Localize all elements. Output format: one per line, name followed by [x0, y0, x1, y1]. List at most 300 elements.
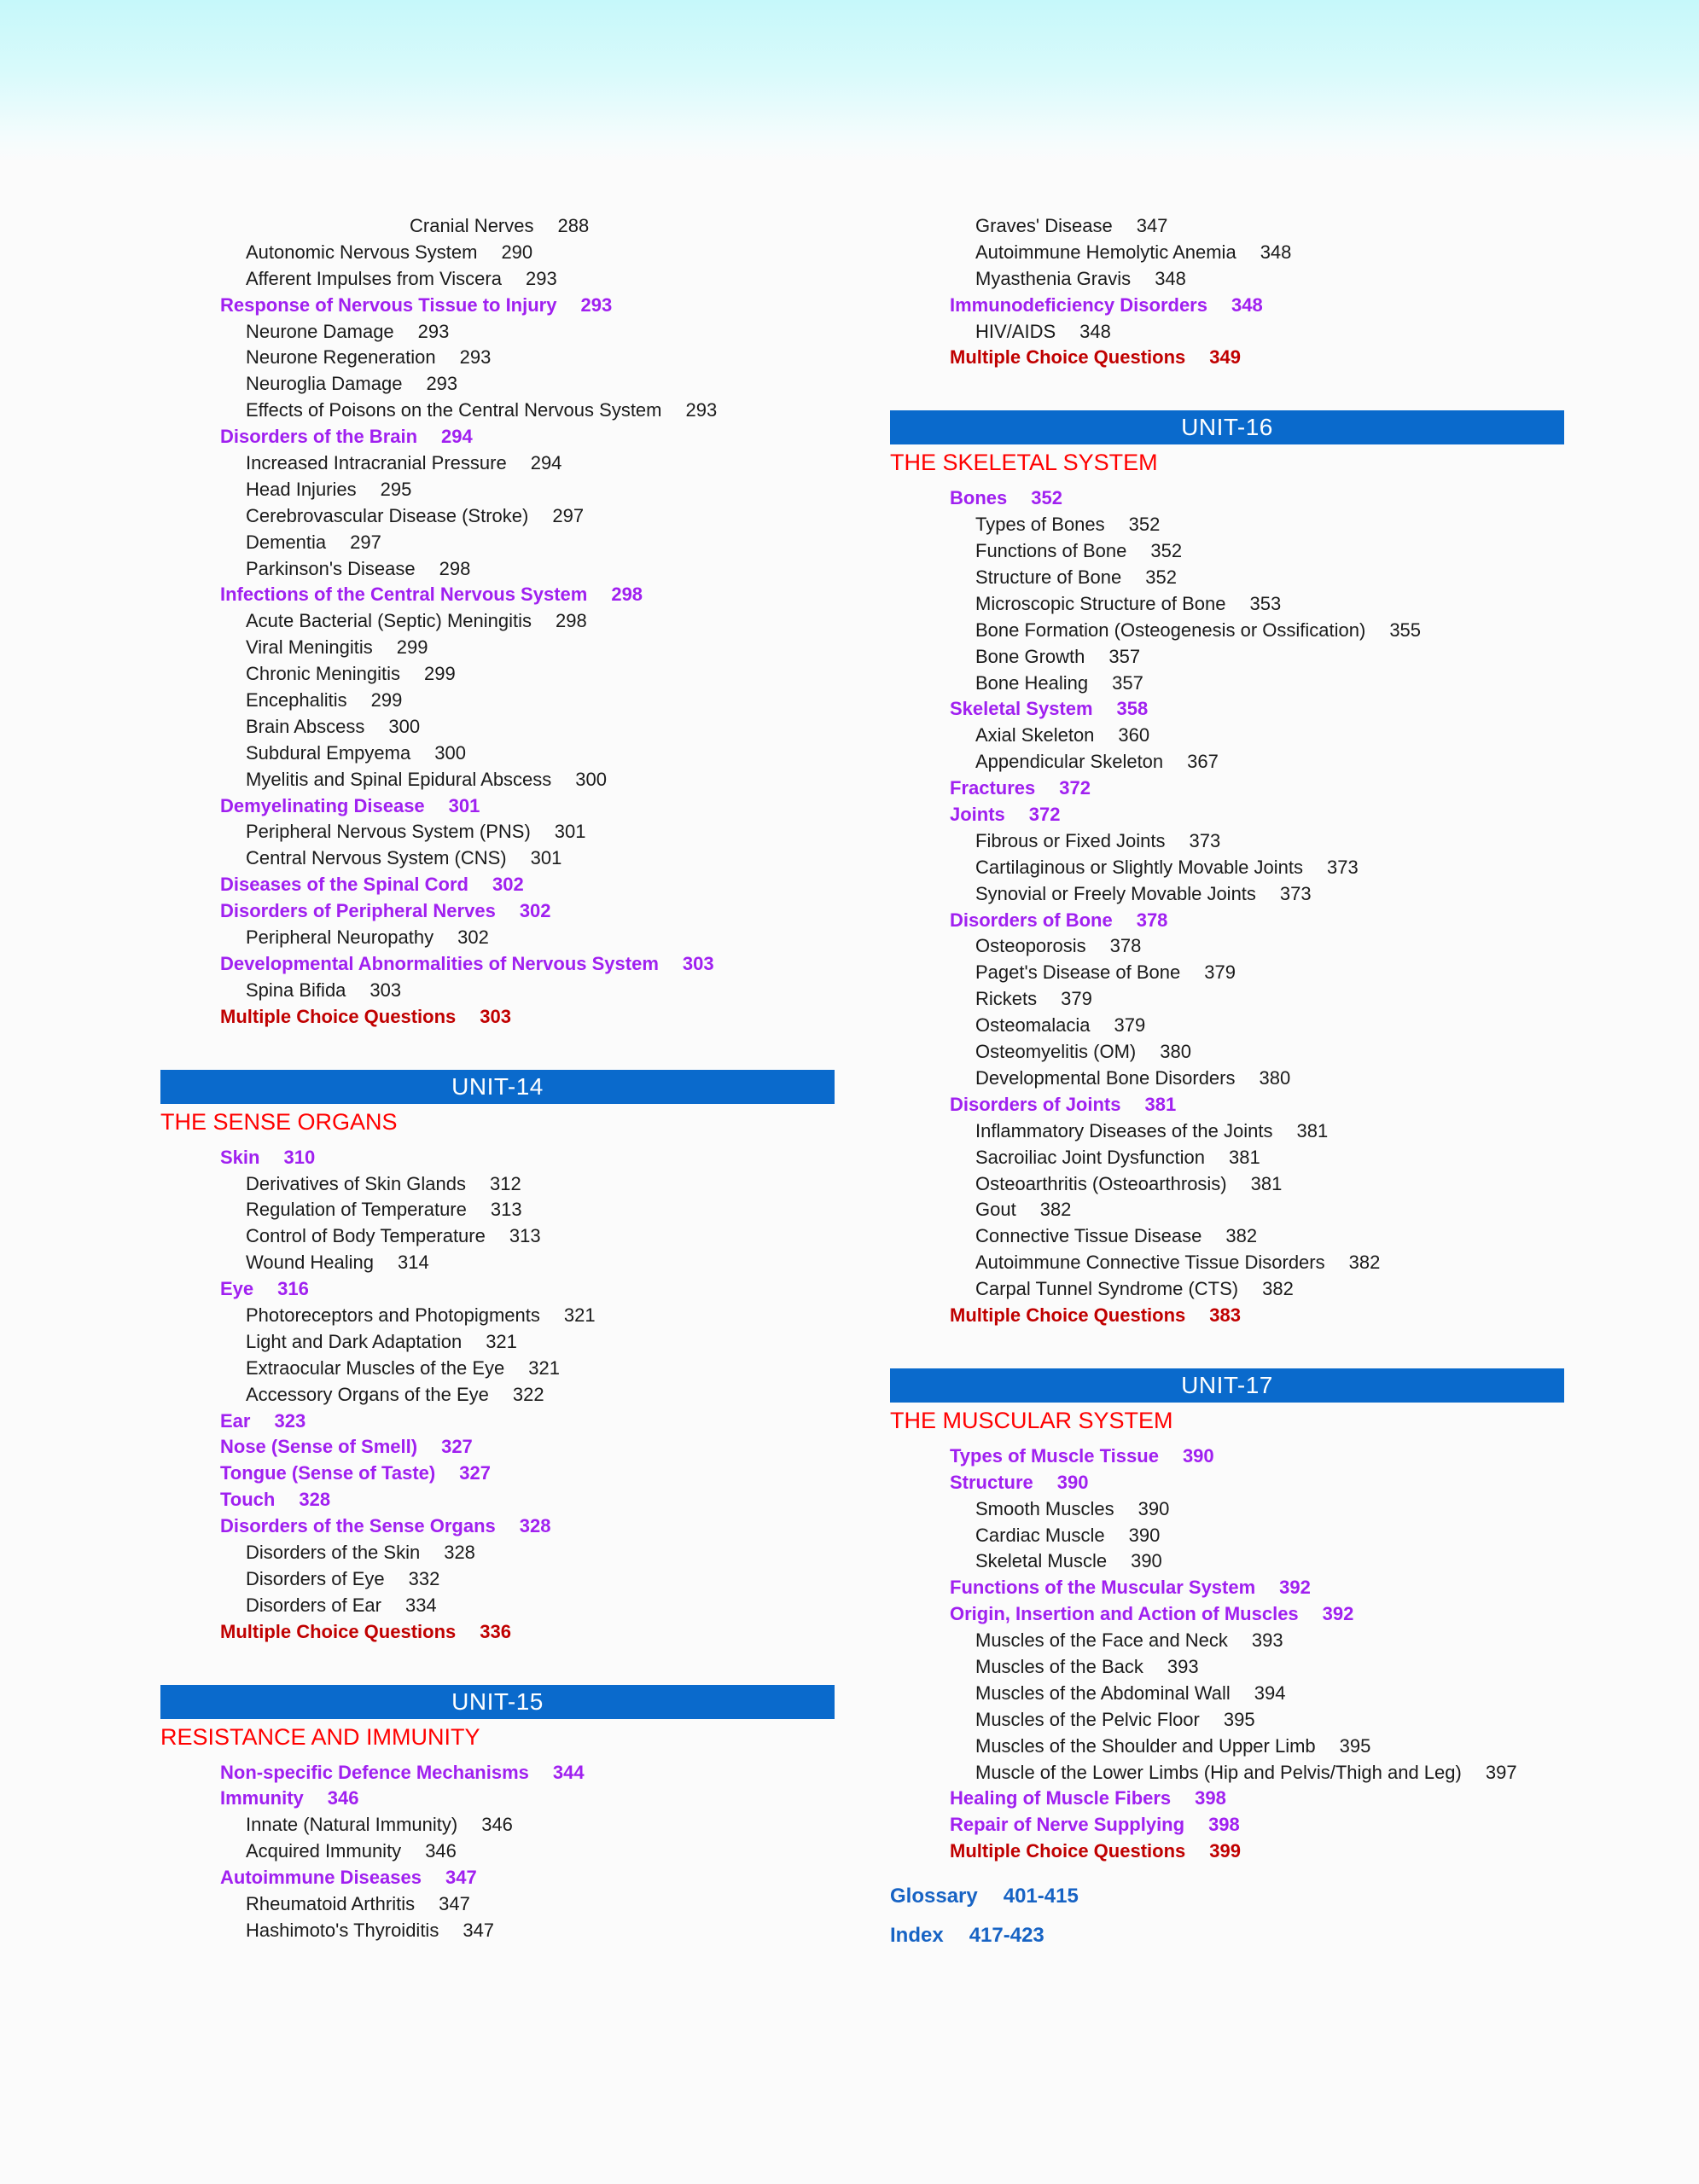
toc-entry-page: 293: [417, 320, 450, 342]
toc-entry-title: Healing of Muscle Fibers: [950, 1787, 1172, 1809]
toc-entry-section: [160, 1276, 835, 1303]
toc-entry-section: [160, 793, 835, 820]
toc-entry-title: Disorders of the Sense Organs: [220, 1515, 496, 1537]
toc-entry-subtopic: [160, 1891, 835, 1918]
toc-entry-title: Cardiac Muscle: [975, 1524, 1105, 1546]
toc-entry-page: 301: [530, 847, 562, 869]
toc-entry-page: 327: [441, 1436, 473, 1458]
toc-entry-subtopic: [160, 1356, 835, 1382]
toc-entry-section: [160, 1865, 835, 1891]
toc-entry-page: 300: [575, 768, 608, 790]
toc-entry-subtopic: [160, 741, 835, 767]
toc-entry-page: 357: [1112, 671, 1143, 694]
spacer: [890, 1865, 1564, 1877]
toc-entry-title: Multiple Choice Questions: [950, 1304, 1186, 1326]
toc-entry-title: Nose (Sense of Smell): [220, 1436, 418, 1458]
toc-entry-section: [890, 1443, 1564, 1470]
toc-entry-page: 352: [1128, 514, 1161, 536]
toc-entry-title: Tongue (Sense of Taste): [220, 1462, 436, 1484]
toc-entry-title: Autoimmune Connective Tissue Disorders: [975, 1252, 1325, 1274]
toc-entry-page: 367: [1187, 751, 1219, 773]
toc-entry-title: Disorders of the Brain: [220, 426, 418, 448]
toc-entry-title: Demyelinating Disease: [220, 794, 425, 816]
toc-entry-section: [890, 1812, 1564, 1838]
toc-entry-page: 323: [274, 1409, 306, 1432]
toc-entry-page: 395: [1339, 1734, 1371, 1757]
toc-entry-title: Bone Healing: [975, 671, 1089, 694]
toc-entry-subtopic: [890, 644, 1564, 671]
toc-entry-subtopic: [890, 1197, 1564, 1223]
toc-entry-section: [160, 1786, 835, 1812]
toc-entry-subtopic: [160, 319, 835, 346]
toc-entry-section: [890, 775, 1564, 802]
toc-entry-page: 299: [423, 663, 456, 685]
toc-entry-subtopic: [890, 1496, 1564, 1523]
toc-entry-title: Immunodeficiency Disorders: [950, 293, 1207, 316]
toc-entry-title: Graves' Disease: [975, 215, 1113, 236]
toc-entry-title: Structure of Bone: [975, 566, 1122, 589]
toc-entry-page: 348: [1231, 293, 1263, 316]
toc-entry-title: Osteoporosis: [975, 935, 1086, 957]
toc-entry-page: 347: [445, 1867, 477, 1889]
toc-entry-page: 298: [439, 557, 471, 579]
toc-entry-page: 346: [425, 1840, 457, 1862]
spacer: [890, 371, 1564, 410]
unit-title: THE SENSE ORGANS: [160, 1108, 398, 1135]
toc-entry-title: Control of Body Temperature: [246, 1225, 486, 1247]
back-matter-entry: [890, 1877, 1564, 1916]
toc-entry-page: 352: [1150, 540, 1183, 562]
toc-entry-subtopic: [160, 1171, 835, 1198]
unit-title: RESISTANCE AND IMMUNITY: [160, 1723, 480, 1750]
toc-entry-page: 294: [530, 452, 562, 474]
toc-entry-page: 353: [1249, 592, 1282, 614]
toc-entry-section: [160, 293, 835, 319]
toc-entry-title: Immunity: [220, 1787, 304, 1809]
toc-entry-subtopic: [890, 1681, 1564, 1707]
toc-entry-page: 313: [509, 1225, 541, 1247]
unit-header-bar: UNIT-17: [890, 1368, 1564, 1403]
toc-entry-title: Bones: [950, 487, 1008, 509]
toc-entry-section: [890, 1601, 1564, 1628]
toc-entry-subtopic: [890, 960, 1564, 986]
toc-entry-page: 312: [490, 1172, 521, 1194]
toc-entry-section: [890, 1092, 1564, 1118]
toc-entry-subtopic: [890, 1760, 1564, 1786]
toc-entry-section: [890, 696, 1564, 723]
toc-entry-section: [160, 424, 835, 450]
toc-entry-page: 372: [1059, 777, 1091, 799]
toc-entry-page: 327: [459, 1462, 491, 1484]
toc-entry-section: [890, 293, 1564, 319]
toc-entry-page: 373: [1326, 856, 1359, 878]
back-matter-entry: [890, 1916, 1564, 1955]
toc-entry-page: 381: [1229, 1146, 1260, 1168]
toc-entry-title: Head Injuries: [246, 478, 357, 500]
toc-entry-section: [160, 1487, 835, 1513]
toc-entry-subtopic: [890, 1145, 1564, 1171]
toc-entry-title: Subdural Empyema: [246, 741, 411, 764]
toc-entry-title: Developmental Abnormalities of Nervous System: [220, 952, 659, 974]
toc-entry-page: 379: [1114, 1014, 1146, 1037]
toc-entry-page: 357: [1108, 645, 1141, 667]
toc-entry-title: Multiple Choice Questions: [220, 1620, 457, 1642]
toc-entry-subtopic: [890, 671, 1564, 697]
toc-entry-title: Gout: [975, 1199, 1016, 1221]
toc-entry-page: 382: [1225, 1225, 1258, 1247]
toc-entry-page: 390: [1131, 1550, 1162, 1572]
toc-entry-title: Joints: [950, 804, 1005, 826]
toc-entry-subtopic: [160, 213, 835, 240]
toc-entry-title: HIV/AIDS: [975, 320, 1056, 342]
toc-entry-page: 360: [1118, 724, 1150, 746]
toc-entry-subtopic: [160, 266, 835, 293]
toc-entry-page: 373: [1189, 829, 1221, 851]
toc-entry-page: 347: [1136, 215, 1168, 236]
toc-entry-page: 347: [439, 1892, 470, 1914]
toc-entry-title: Muscles of the Face and Neck: [975, 1629, 1228, 1652]
toc-entry-page: 321: [486, 1330, 517, 1352]
toc-entry-title: Autoimmune Hemolytic Anemia: [975, 241, 1236, 263]
toc-entry-title: Synovial or Freely Movable Joints: [975, 882, 1256, 904]
toc-entry-page: 378: [1109, 935, 1142, 957]
toc-entry-page: 348: [1079, 320, 1111, 342]
toc-entry-subtopic: [890, 1250, 1564, 1276]
toc-entry-subtopic: [160, 240, 835, 266]
toc-entry-title: Disorders of Joints: [950, 1093, 1121, 1115]
toc-entry-page: 392: [1279, 1577, 1311, 1599]
toc-entry-title: Neurone Regeneration: [246, 346, 436, 369]
toc-entry-title: Muscle of the Lower Limbs (Hip and Pelvis/Thigh and Leg): [975, 1761, 1462, 1783]
toc-entry-subtopic: [890, 1276, 1564, 1303]
toc-entry-page: 352: [1145, 566, 1177, 589]
toc-entry-title: Osteomalacia: [975, 1014, 1091, 1037]
toc-entry-page: 298: [556, 610, 587, 632]
toc-entry-title: Disorders of Bone: [950, 909, 1113, 931]
toc-entry-page: 293: [685, 399, 718, 421]
toc-entry-title: Carpal Tunnel Syndrome (CTS): [975, 1278, 1239, 1300]
toc-entry-subtopic: [160, 925, 835, 951]
toc-entry-title: Increased Intracranial Pressure: [246, 452, 507, 474]
toc-entry-subtopic: [160, 371, 835, 398]
toc-entry-subtopic: [890, 1523, 1564, 1549]
toc-entry-page: 300: [388, 715, 421, 737]
toc-entry-section: [160, 1513, 835, 1540]
toc-entry-title: Neuroglia Damage: [246, 373, 403, 395]
toc-entry-subtopic: [160, 450, 835, 477]
toc-entry-subtopic: [160, 503, 835, 530]
toc-entry-title: Muscles of the Shoulder and Upper Limb: [975, 1734, 1316, 1757]
toc-entry-title: Paget's Disease of Bone: [975, 961, 1181, 984]
toc-entry-page: 301: [554, 821, 586, 843]
toc-entry-subtopic: [890, 266, 1564, 293]
toc-entry-page: 293: [525, 267, 557, 289]
toc-entry-subtopic: [160, 345, 835, 371]
toc-entry-section: [160, 1434, 835, 1461]
toc-entry-title: Multiple Choice Questions: [220, 1005, 457, 1027]
toc-entry-title: Muscles of the Abdominal Wall: [975, 1682, 1231, 1704]
toc-entry-page: 380: [1160, 1041, 1191, 1063]
toc-entry-page: 322: [512, 1383, 544, 1405]
toc-entry-page: 332: [408, 1567, 440, 1589]
toc-entry-title: Sacroiliac Joint Dysfunction: [975, 1146, 1206, 1168]
toc-entry-section: [160, 951, 835, 978]
toc-entry-subtopic: [160, 1812, 835, 1838]
toc-entry-subtopic: [160, 398, 835, 424]
toc-entry-subtopic: [160, 530, 835, 556]
unit-title: THE SKELETAL SYSTEM: [890, 450, 1158, 476]
toc-entry-title: Disorders of Ear: [246, 1594, 381, 1616]
toc-entry-title: Acquired Immunity: [246, 1840, 402, 1862]
unit-header-bar: UNIT-15: [160, 1685, 835, 1719]
toc-entry-page: 379: [1061, 988, 1092, 1010]
toc-entry-section: [160, 1145, 835, 1171]
toc-entry-subtopic: [890, 881, 1564, 908]
back-matter-pages: 401-415: [1003, 1885, 1079, 1908]
toc-entry-page: 295: [380, 478, 412, 500]
toc-entry-title: Effects of Poisons on the Central Nervous System: [246, 399, 662, 421]
back-matter-title: Glossary: [890, 1885, 978, 1908]
spacer: [160, 1031, 835, 1070]
toc-entry-subtopic: [890, 1548, 1564, 1575]
toc-entry-title: Functions of Bone: [975, 540, 1127, 562]
toc-entry-subtopic: [890, 240, 1564, 266]
toc-entry-page: 321: [528, 1356, 560, 1379]
toc-entry-subtopic: [890, 1734, 1564, 1760]
toc-entry-page: 382: [1262, 1278, 1294, 1300]
toc-entry-title: Peripheral Neuropathy: [246, 926, 434, 949]
toc-entry-title: Response of Nervous Tissue to Injury: [220, 293, 557, 316]
toc-entry-subtopic: [160, 661, 835, 688]
toc-entry-title: Bone Growth: [975, 645, 1085, 667]
toc-entry-subtopic: [890, 1118, 1564, 1145]
toc-entry-title: Developmental Bone Disorders: [975, 1066, 1236, 1089]
toc-entry-title: Functions of the Muscular System: [950, 1577, 1256, 1599]
toc-entry-page: 302: [492, 874, 524, 896]
toc-entry-page: 348: [1260, 241, 1292, 263]
spacer: [890, 1329, 1564, 1368]
toc-entry-title: Appendicular Skeleton: [975, 751, 1164, 773]
toc-entry-section: [890, 485, 1564, 512]
toc-entry-subtopic: [160, 1223, 835, 1250]
toc-entry-title: Light and Dark Adaptation: [246, 1330, 463, 1352]
toc-entry-page: 344: [552, 1761, 585, 1783]
toc-entry-subtopic: [160, 477, 835, 503]
toc-entry-title: Non-specific Defence Mechanisms: [220, 1761, 529, 1783]
toc-entry-page: 355: [1389, 619, 1422, 641]
toc-entry-page: 398: [1208, 1814, 1240, 1836]
toc-entry-page: 379: [1204, 961, 1236, 984]
toc-entry-page: 383: [1209, 1304, 1241, 1326]
back-matter-title: Index: [890, 1924, 944, 1948]
toc-entry-page: 328: [519, 1515, 551, 1537]
toc-entry-page: 298: [611, 584, 643, 606]
toc-entry-title: Bone Formation (Osteogenesis or Ossification): [975, 619, 1366, 641]
toc-entry-mcq: [890, 1838, 1564, 1865]
toc-entry-page: 348: [1155, 267, 1186, 289]
toc-entry-title: Myelitis and Spinal Epidural Abscess: [246, 768, 552, 790]
toc-entry-page: 394: [1254, 1682, 1286, 1704]
toc-entry-title: Peripheral Nervous System (PNS): [246, 821, 531, 843]
toc-entry-subtopic: [160, 1593, 835, 1619]
toc-entry-title: Wound Healing: [246, 1252, 375, 1274]
toc-entry-page: 382: [1348, 1252, 1381, 1274]
toc-entry-title: Neurone Damage: [246, 320, 394, 342]
toc-entry-page: 302: [519, 900, 551, 922]
toc-entry-subtopic: [160, 845, 835, 872]
toc-entry-title: Muscles of the Pelvic Floor: [975, 1708, 1200, 1730]
toc-entry-subtopic: [890, 1707, 1564, 1734]
toc-entry-section: [890, 1786, 1564, 1812]
toc-entry-title: Myasthenia Gravis: [975, 267, 1132, 289]
toc-entry-title: Skeletal System: [950, 698, 1093, 720]
toc-entry-title: Origin, Insertion and Action of Muscles: [950, 1603, 1299, 1625]
toc-entry-page: 303: [369, 979, 402, 1001]
toc-entry-page: 297: [350, 531, 381, 553]
toc-entry-title: Muscles of the Back: [975, 1655, 1143, 1677]
toc-entry-page: 347: [463, 1919, 495, 1941]
toc-entry-title: Brain Abscess: [246, 715, 365, 737]
toc-entry-page: 321: [563, 1304, 596, 1326]
toc-entry-section: [160, 1760, 835, 1786]
toc-entry-page: 328: [299, 1489, 331, 1511]
toc-entry-page: 316: [277, 1278, 309, 1300]
toc-entry-subtopic: [890, 1013, 1564, 1039]
toc-entry-page: 393: [1251, 1629, 1283, 1652]
toc-entry-subtopic: [160, 1303, 835, 1329]
toc-entry-subtopic: [890, 828, 1564, 855]
toc-entry-subtopic: [890, 538, 1564, 565]
toc-entry-subtopic: [890, 565, 1564, 591]
unit-title: THE MUSCULAR SYSTEM: [890, 1407, 1173, 1433]
toc-entry-section: [890, 908, 1564, 934]
toc-entry-title: Osteomyelitis (OM): [975, 1041, 1137, 1063]
toc-entry-title: Repair of Nerve Supplying: [950, 1814, 1185, 1836]
toc-entry-subtopic: [160, 767, 835, 793]
toc-entry-title: Diseases of the Spinal Cord: [220, 874, 468, 896]
toc-entry-subtopic: [160, 714, 835, 741]
toc-entry-subtopic: [890, 986, 1564, 1013]
toc-entry-title: Hashimoto's Thyroiditis: [246, 1919, 439, 1941]
toc-entry-page: 381: [1144, 1093, 1177, 1115]
toc-entry-title: Multiple Choice Questions: [950, 1840, 1186, 1862]
toc-entry-page: 302: [457, 926, 489, 949]
toc-entry-page: 352: [1031, 487, 1062, 509]
toc-entry-subtopic: [160, 1382, 835, 1409]
toc-entry-title: Acute Bacterial (Septic) Meningitis: [246, 610, 532, 632]
toc-entry-page: 349: [1209, 346, 1241, 369]
toc-entry-title: Types of Muscle Tissue: [950, 1444, 1159, 1467]
toc-entry-title: Fibrous or Fixed Joints: [975, 829, 1166, 851]
toc-entry-subtopic: [160, 608, 835, 635]
toc-entry-subtopic: [890, 1066, 1564, 1092]
toc-entry-section: [160, 872, 835, 898]
toc-entry-subtopic: [890, 1628, 1564, 1654]
toc-entry-section: [160, 898, 835, 925]
toc-entry-title: Rheumatoid Arthritis: [246, 1892, 416, 1914]
toc-entry-title: Afferent Impulses from Viscera: [246, 267, 502, 289]
toc-entry-subtopic: [160, 1918, 835, 1944]
toc-entry-title: Autonomic Nervous System: [246, 241, 478, 263]
toc-entry-page: 293: [459, 346, 492, 369]
toc-entry-page: 392: [1322, 1603, 1354, 1625]
toc-column-right: [890, 213, 1564, 1955]
toc-entry-subtopic: [160, 1566, 835, 1593]
toc-entry-subtopic: [160, 635, 835, 661]
toc-entry-page: 382: [1039, 1199, 1072, 1221]
toc-entry-subtopic: [890, 1654, 1564, 1681]
toc-entry-page: 381: [1250, 1172, 1283, 1194]
toc-entry-page: 398: [1195, 1787, 1226, 1809]
toc-column-left: [160, 213, 835, 1944]
toc-entry-page: 336: [480, 1620, 511, 1642]
toc-entry-title: Central Nervous System (CNS): [246, 847, 507, 869]
toc-entry-page: 328: [444, 1541, 475, 1563]
toc-entry-page: 390: [1056, 1471, 1089, 1493]
toc-entry-title: Chronic Meningitis: [246, 663, 400, 685]
toc-entry-title: Cerebrovascular Disease (Stroke): [246, 504, 529, 526]
toc-entry-subtopic: [160, 978, 835, 1004]
toc-entry-section: [890, 1470, 1564, 1496]
toc-entry-page: 313: [490, 1199, 522, 1221]
back-matter-pages: 417-423: [969, 1924, 1044, 1948]
toc-entry-subtopic: [890, 618, 1564, 644]
toc-entry-subtopic: [160, 1250, 835, 1276]
toc-entry-subtopic: [160, 1838, 835, 1865]
toc-entry-title: Cartilaginous or Slightly Movable Joints: [975, 856, 1303, 878]
toc-entry-title: Multiple Choice Questions: [950, 346, 1186, 369]
toc-entry-title: Osteoarthritis (Osteoarthrosis): [975, 1172, 1227, 1194]
toc-entry-subtopic: [160, 1197, 835, 1223]
toc-entry-page: 373: [1279, 882, 1312, 904]
toc-entry-subtopic: [890, 591, 1564, 618]
toc-entry-page: 390: [1182, 1444, 1214, 1467]
toc-entry-title: Derivatives of Skin Glands: [246, 1172, 466, 1194]
toc-entry-subtopic: [890, 512, 1564, 538]
toc-entry-title: Cranial Nerves: [410, 215, 534, 236]
toc-entry-title: Regulation of Temperature: [246, 1199, 467, 1221]
toc-entry-page: 297: [552, 504, 585, 526]
toc-entry-title: Rickets: [975, 988, 1038, 1010]
toc-entry-title: Infections of the Central Nervous System: [220, 584, 588, 606]
toc-entry-subtopic: [160, 688, 835, 714]
toc-entry-title: Innate (Natural Immunity): [246, 1814, 458, 1836]
toc-entry-title: Touch: [220, 1489, 276, 1511]
toc-entry-section: [890, 802, 1564, 828]
toc-entry-page: 399: [1209, 1840, 1241, 1862]
toc-entry-page: 293: [426, 373, 458, 395]
toc-entry-title: Microscopic Structure of Bone: [975, 592, 1226, 614]
toc-entry-title: Disorders of Peripheral Nerves: [220, 900, 496, 922]
toc-entry-page: 397: [1485, 1761, 1517, 1783]
toc-entry-page: 294: [441, 426, 473, 448]
toc-entry-section: [160, 582, 835, 608]
toc-entry-page: 395: [1223, 1708, 1255, 1730]
toc-entry-title: Disorders of Eye: [246, 1567, 385, 1589]
toc-entry-page: 293: [580, 293, 613, 316]
toc-entry-page: 372: [1028, 804, 1061, 826]
toc-entry-section: [890, 1575, 1564, 1601]
unit-header-bar: UNIT-16: [890, 410, 1564, 444]
toc-entry-subtopic: [890, 723, 1564, 749]
toc-entry-page: 380: [1259, 1066, 1291, 1089]
toc-entry-page: 334: [404, 1594, 437, 1616]
toc-entry-section: [160, 1461, 835, 1487]
toc-entry-page: 390: [1138, 1497, 1170, 1519]
toc-entry-page: 288: [557, 215, 590, 236]
toc-entry-subtopic: [890, 933, 1564, 960]
toc-entry-subtopic: [890, 1223, 1564, 1250]
